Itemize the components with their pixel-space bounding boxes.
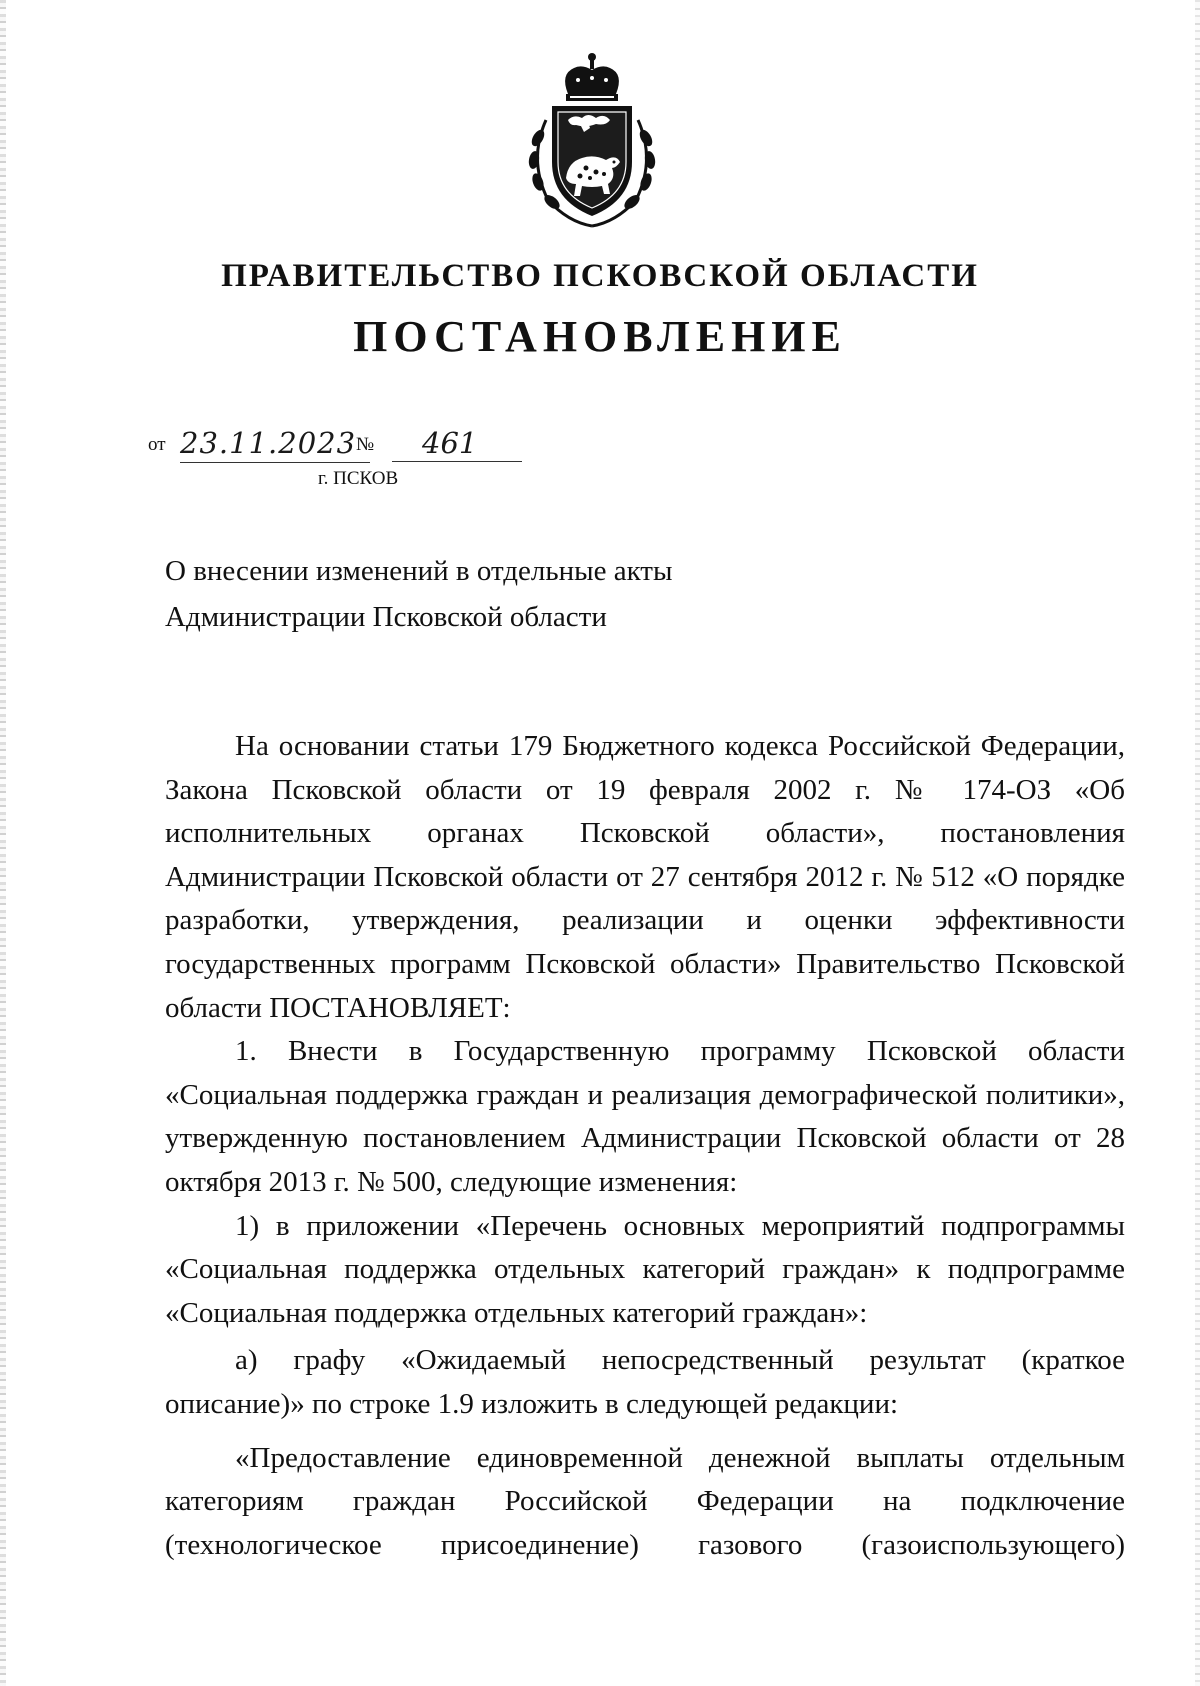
scan-edge-right	[1195, 0, 1200, 1686]
scan-edge-left	[0, 0, 6, 1686]
date-prefix: от	[148, 434, 166, 455]
paragraph-subitem-a: а) графу «Ожидаемый непосредственный результат (краткое описание)» по строке 1.9 изложить в следующей редакции:	[165, 1344, 1125, 1420]
subject-line-1: О внесении изменений в отдельные акты	[165, 555, 673, 587]
paragraph-preamble: На основании статьи 179 Бюджетного кодекса Российской Федерации, Закона Псковской области от 19 февраля 2002 г. № 174-ОЗ «Об исполнительных органах Псковской области», постановления Администрации Псковской области от 27 сентября 2012 г. № 512 «О порядке разработки, утверждения, реализации и оценки эффективности государственных программ Псковской области» Правительство Псковской области ПОСТАНОВЛЯЕТ:	[165, 730, 1125, 1024]
document-body	[165, 725, 1125, 1567]
handwritten-date: 23.11.2023	[180, 426, 370, 463]
number-sign: №	[356, 434, 375, 455]
city: г. ПСКОВ	[318, 468, 399, 489]
paragraph-subitem-1: 1) в приложении «Перечень основных мероприятий подпрограммы «Социальная поддержка отдельных категорий граждан» к подпрограмме «Социальная поддержка отдельных категорий граждан»:	[165, 1209, 1125, 1329]
government-title: ПРАВИТЕЛЬСТВО ПСКОВСКОЙ ОБЛАСТИ	[221, 258, 979, 294]
pskov-oblast-coat-of-arms-icon	[516, 50, 668, 230]
paragraph-item-1: 1. Внести в Государственную программу Псковской области «Социальная поддержка граждан и реализация демографической политики», утвержденную постановлением Администрации Псковской области от 28 октября 2013 г. № 500, следующие изменения:	[165, 1035, 1125, 1198]
handwritten-number: 461	[392, 426, 522, 462]
paragraph-quoted-text: «Предоставление единовременной денежной выплаты отдельным категориям граждан Российской Федерации на подключение (технологическое присоединение) газового (газоиспользующего)	[165, 1441, 1125, 1561]
registration-line	[148, 426, 528, 466]
document-type: ПОСТАНОВЛЕНИЕ	[353, 312, 847, 361]
subject-line-2: Администрации Псковской области	[165, 601, 607, 633]
document-subject	[165, 548, 865, 640]
